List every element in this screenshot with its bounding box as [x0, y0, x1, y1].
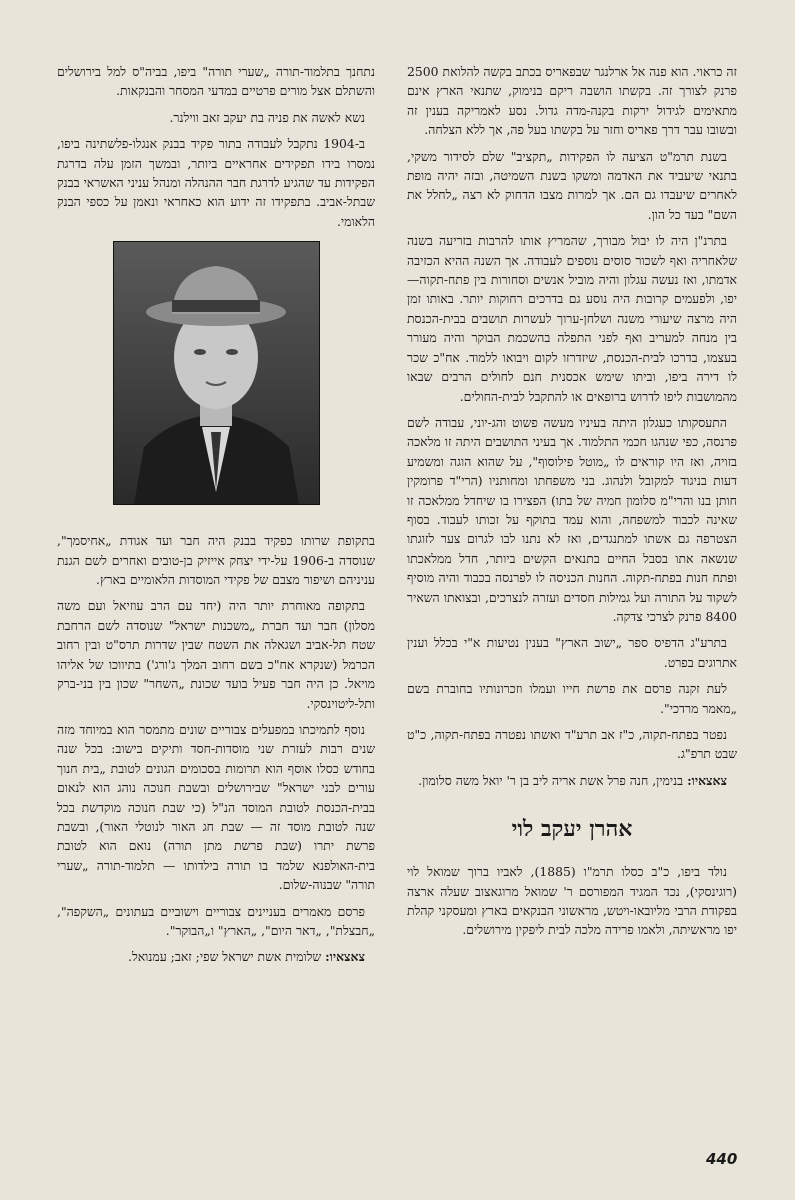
paragraph: בתרע"ג הדפיס ספר „ישוב הארץ" בענין נטיעות א"י בכלל וענין אתרוגים בפרט.: [407, 635, 737, 670]
paragraph: ב-1904 נתקבל לעבודה בתור פקיד בבנק אנגלו-פלשתינה ביפו, נמסרו בידו תפקידים אחראיים ביותר, ובמשך הזמן עלה בדרגת הפקידות עד שהגיע לדרגת חבר ההנהלה ומנהל עניני האשראי בבנק שבתל-אביב. בתפקידו זה ידוע הוא כאחראי ונאמן על כספי הבנק הלאומי.: [57, 136, 375, 229]
left-column: [57, 62, 375, 974]
paragraph: בשנת תרמ"ט הציעה לו הפקידות „תקציב" שלם לסידור משקי, בתנאי שיעביד את האדמה ומשקו בשנת השמיטה, ובזה יהיה מופת לאחרים שיעבדו גם הם. אך למרות מצבו הדחוק לא רצה „לחלל את השם" בעד כל הון.: [407, 148, 737, 222]
portrait-photo: [113, 241, 320, 505]
paragraph: בתקופה מאוחרת יותר היה (יחד עם הרב עוזיאל ועם משה מסלון) חבר ועד חברת „משכנות ישראל" שנוסדה לשם הרחבת שטח תל-אביב ושגאלה את השטח שבין שדרות תרס"ט ובין רחוב הכרמל (שנקרא אח"כ בשם רחוב המלך ג'ורג') בתיווכו של אליהו מויאל. כן היה חבר פעיל בועד שכונת „השחר" שכון בין בני-ברק ותל-ליטוינסקי.: [57, 598, 375, 711]
page-number: 440: [706, 1150, 738, 1168]
descendants-text: בנימין, חנה פרל אשת אריה ליב בן ר' יואל משה סלומון.: [418, 772, 684, 788]
paragraph: נפטר בפתח-תקוה, כ"ז אב תרע"ד ואשתו נפטרה בפתח-תקוה, כ"ט שבט תרפ"ג.: [407, 727, 737, 762]
paragraph: התעסקותו כעגלון היתה בעיניו מעשה פשוט והג-יוני, עבודה לשם פרנסה, כפי שנהגו חכמי התלמוד. אך בעיני התושבים היתה זו מלאכה בזויה, ואז היו קוראים לו „מוטל פילוסוף", על שהוא הוגה ומשמיע דעות בניגוד למקובל ולנהוג. בני משפחתו ומחותניו (הרי"ד פרומקין חותן בנו והרי"מ סלומון חמיה של בתו) הפצירו בו שיחדל ממלאכה זו שאינה לכבוד למשפחה, והוא עמד בתוקף על זכותו לעבוד. בסוף הצטרפה גם אשתו למתנגדים, ואז לא נתנו לבו לגרום צער לזוגתו שנשאה אתו בסבל החיים בתנאים הקשים ביותר, חדל ממלאכתו ופתח חנות בפתח-תקוה. החנות הכניסה לו לפרנסה בכבוד והיה מוסיף לשקוד על התורה ועל גמילות חסדים ועזרה לנצרכים, ובצואתו השאיר 8400 פרנק לצרכי צדקה.: [407, 414, 737, 624]
portrait-illustration: [114, 242, 319, 504]
paragraph: בתקופת שרותו כפקיד בבנק היה חבר ועד אגודת „אחיסמך", שנוסדה ב-1906 על-ידי יצחק אייזיק בן-טובים ואחרים לשם הגנת עניניהם ושיפור מצבם של פקידי המוסדות הלאומיים בארץ.: [57, 533, 375, 588]
paragraph: לעת זקנה פרסם את פרשת חייו ועמלו וזכרונותיו בחוברת בשם „מאמר מרדכי".: [407, 681, 737, 716]
paragraph: נוסף לתמיכתו במפעלים צבוריים שונים מתמסר הוא במיוחד מזה שנים רבות לעזרת שני מוסדות-חסד ותיקים בישוב: בכל שנה בחודש כסלו אוסף הוא תרומות בסכומים הגונים לטובת „בית חנוך עורים לבני ישראל" שבירושלים ובשבת חנוכה נוהג הוא לנאום בבית-הכנסת לטובת המוסד הנ"ל (כי שבת חנוכה מוקדשת בכל שנה לטובת מוסד זה — שבת חג האור לנוטלי האור), ובשבת פרשת יתרו (שבת פרשת מתן תורה) נואם הוא לטובת בית-האולפנא שלמד בו תורה בילדותו — תלמוד-תורה „שערי תורה" שבנוה-שלום.: [57, 721, 375, 893]
right-column: [407, 62, 737, 947]
descendants-text: שלומית אשת ישראל שפי; זאב; עמנואל.: [128, 949, 322, 965]
descendants-label: צאצאיו:: [687, 772, 727, 788]
descendants-paragraph: [407, 771, 737, 790]
paragraph: נתחנך בתלמוד-תורה „שערי תורה" ביפו, בביה"ס למל בירושלים והשתלם אצל מורים פרטיים במדעי המסחר והבנקאות.: [57, 64, 375, 99]
bio-paragraph: נולד ביפו, כ"ב כסלו תרמ"ו (1885), לאביו ברוך שמואל לוי (רוגינסקי), נכד המגיד המפורסם ר' שמואל מרוגאצוב שעלה ארצה בפקודת הרבי מליובאו-ויטש, מראשוני הבנקאים בארץ ומעסקני קהלת יפו מראשיתה, ולאמו פרידה מלכה לבית ליפקין מירושלים.: [407, 864, 737, 938]
descendants-paragraph: [57, 947, 375, 966]
paragraph: זה כראוי. הוא פנה אל ארלנגר שבפאריס בכתב בקשה להלואת 2500 פרנק לצורך זה. בקשתו הושבה ריקם בנימוק, שתנאי הארץ אינם מתאימים לגידול ירקות בקנה-מדה גדול. נסע לאמריקה בענין זה ובשובו עבר דרך פאריס וחזר על בקשתו בעל פה, אך ללא הצלחה.: [407, 64, 737, 138]
descendants-label: צאצאיו:: [325, 949, 365, 965]
entry-heading: אהרן יעקב לוי: [511, 816, 633, 843]
paragraph: בתרנ"ן היה לו יבול מבורך, שהמריץ אותו להרבות בזריעה בשנה שלאחריה ואף לשכור סוסים נוספים לעבודה. אך השנה ההיא הכזיבה אדמתו, ואז נעשה עגלון והיה מוביל אנשים וסחורות בין פתח-תקוה— יפו, ולפעמים קרובות היה נוסע גם בדרכים רחוקות יותר. באותו זמן היה מרצה שיעורי משנה ושלחן-ערוך לעשרות תושבים בבית-הכנסת בין מנחה למעריב ואף לפני התפלה בהשכמת הבוקר והיה מעורר בעצמו, בדרכו לבית-הכנסת, שיזדרזו לקום ויבואו ללמוד. אח"כ שכר לו דירה ביפו, וביתו שימש אכסנית חנם לחולים הרבים שבאו מהמושבות ליפו לדרוש ברופאים או להתקבל לבית-החולים.: [407, 233, 737, 404]
paragraph: פרסם מאמרים בעניינים צבוריים וישוביים בעתונים „השקפה", „חבצלת", „דאר היום", „הארץ" ו„הבוקר".: [57, 903, 375, 938]
paragraph: נשא לאשה את פניה בת יעקב זאב ווילנר.: [169, 109, 365, 125]
